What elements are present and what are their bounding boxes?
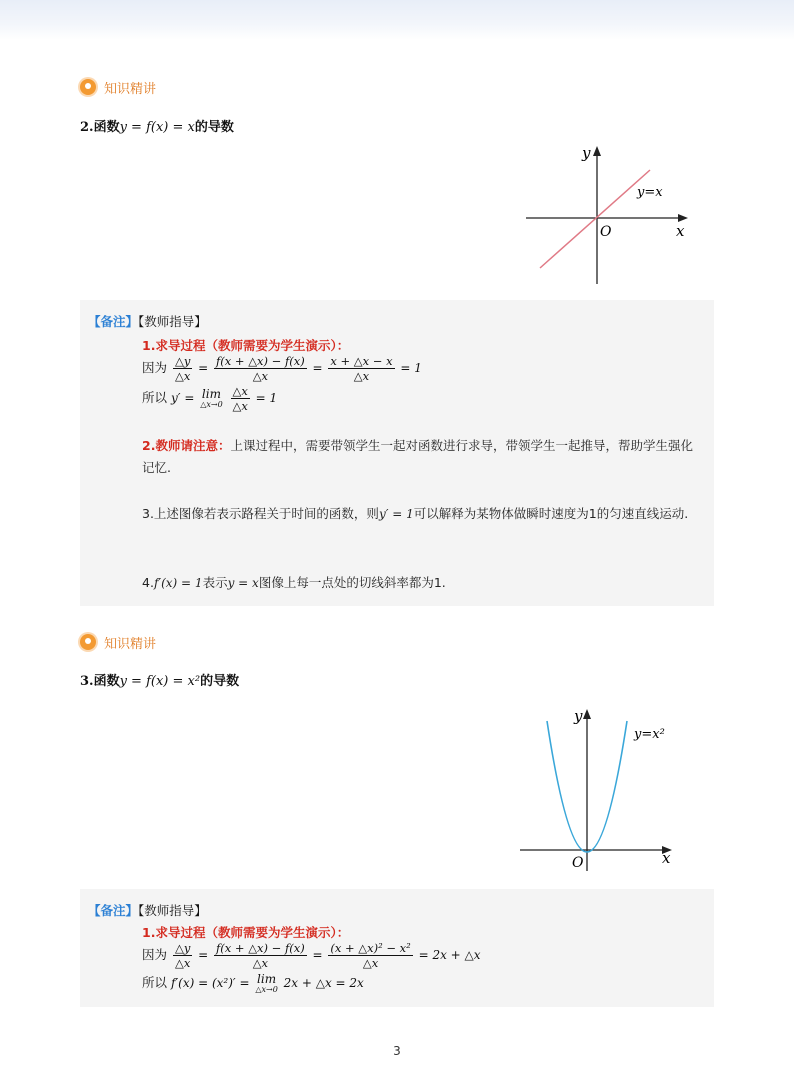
note-header: 【备注】【教师指导】: [88, 314, 207, 329]
fraction: $\frac{x + \triangle x - x}{\triangle x}$: [330, 354, 393, 383]
curve-label: y=x: [637, 185, 663, 200]
y-axis-label: y: [574, 707, 583, 725]
derivation-line-1: 因为 $\frac{\triangle y}{\triangle x}$ = $\frac{f(x + \triangle x) - f(x)}{\triangle x}$ = $\frac{x + \triangle x - x}{\triangle x}$ = 1: [142, 354, 422, 383]
note-box-2: [80, 889, 714, 1007]
note-header: 【备注】【教师指导】: [88, 903, 207, 918]
y-axis-arrow: [583, 709, 591, 719]
origin-label: O: [572, 855, 584, 871]
point-3-paragraph: 3.上述图像若表示路程关于时间的函数，则y′ = 1可以解释为某物体做瞬时速度为1的匀速直线运动.: [142, 506, 689, 521]
x-axis-label: x: [676, 222, 685, 240]
note-box-1: [80, 300, 714, 606]
limit: lim △x→0: [255, 972, 278, 994]
section-header-1: [80, 76, 156, 98]
y-axis-arrow: [593, 146, 601, 156]
section-header-label: 知识精讲: [104, 81, 157, 97]
graph-linear: [520, 140, 700, 288]
x-axis-arrow: [678, 214, 688, 222]
derivation-line-2: 所以 y′ = lim △x→0 $\frac{\triangle x}{\triangle x}$ = 1: [142, 384, 278, 413]
point-4-paragraph: 4.f′(x) = 1表示y = x图像上每一点处的切线斜率都为1.: [142, 575, 446, 590]
lightbulb-icon: [80, 634, 96, 650]
topic-title-1: 2.函数y = f(x) = x的导数: [80, 120, 234, 135]
x-axis-label: x: [662, 849, 671, 867]
fraction: $\frac{f(x + \triangle x) - f(x)}{\triangle x}$: [216, 354, 305, 383]
attention-paragraph: 2.教师请注意：上课过程中，需要带领学生一起对函数进行求导，带领学生一起推导，帮助学生强化记忆.: [142, 438, 693, 475]
derivation-title: 1.求导过程（教师需要为学生演示）：: [142, 338, 350, 353]
curve-label: y=x²: [634, 727, 665, 742]
fraction: $\frac{\triangle y}{\triangle x}$: [175, 941, 191, 970]
derivation-line-2: 所以 f′(x) = (x²)′ = lim △x→0 2x + △x = 2x: [142, 972, 364, 994]
topic-title-2: 3.函数y = f(x) = x²的导数: [80, 674, 240, 689]
origin-label: O: [600, 224, 612, 240]
page-number: 3: [393, 1044, 401, 1058]
lightbulb-icon: [80, 79, 96, 95]
graph-parabola: [516, 703, 682, 875]
derivation-line-1: 因为 $\frac{\triangle y}{\triangle x}$ = $\frac{f(x + \triangle x) - f(x)}{\triangle x}$ = $\frac{\text{(x + △x)² − x²}}{\triangle x}$ = 2x + △x: [142, 941, 481, 970]
section-header-label: 知识精讲: [104, 636, 157, 652]
fraction: $\frac{\text{(x + △x)² − x²}}{\triangle x}$: [330, 941, 411, 970]
fraction: $\frac{\triangle y}{\triangle x}$: [175, 354, 191, 383]
limit: lim △x→0: [200, 387, 223, 409]
derivation-title: 1.求导过程（教师需要为学生演示）：: [142, 925, 350, 940]
section-header-2: [80, 631, 156, 653]
fraction: $\frac{\triangle x}{\triangle x}$: [232, 384, 248, 413]
line-y-equals-x: [540, 170, 650, 268]
fraction: $\frac{f(x + \triangle x) - f(x)}{\triangle x}$: [216, 941, 305, 970]
y-axis-label: y: [582, 144, 591, 162]
top-banner: [0, 0, 794, 40]
